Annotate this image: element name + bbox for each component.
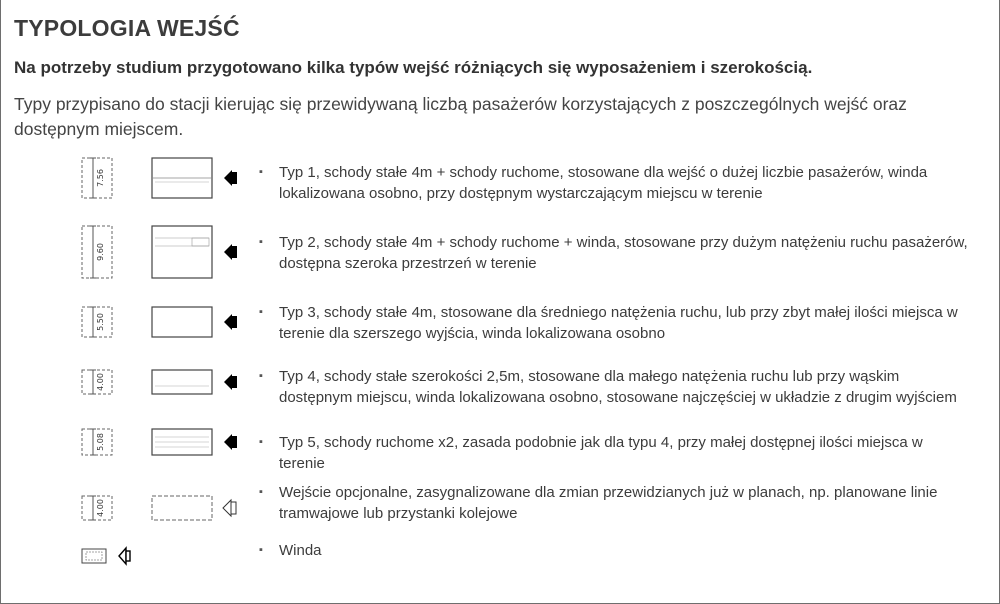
type-label: Typ 1 bbox=[279, 164, 316, 181]
entry-description bbox=[259, 162, 971, 204]
entry-description bbox=[259, 366, 971, 408]
entry-description bbox=[259, 232, 971, 274]
entrance-type-2-symbol bbox=[79, 222, 239, 282]
dimension-label: 9.60 bbox=[96, 243, 105, 261]
optional-entrance-symbol bbox=[79, 488, 239, 528]
bullet-icon: ▪ bbox=[259, 306, 263, 318]
bullet-icon: ▪ bbox=[259, 436, 263, 448]
entrance-arrow-icon bbox=[224, 374, 232, 390]
page-subtitle: Na potrzeby studium przygotowano kilka typów wejść różniących się wyposażeniem i szerokością. bbox=[14, 58, 813, 77]
type-description: , schody ruchome x2, zasada podobnie jak dla typu 4, przy małej dostępnej ilości miejsca w terenie bbox=[279, 434, 923, 472]
page-title: TYPOLOGIA WEJŚĆ bbox=[14, 15, 240, 41]
dimension-label: 4.00 bbox=[96, 499, 105, 517]
bullet-icon: ▪ bbox=[259, 370, 263, 382]
dimension-label: 4.00 bbox=[96, 373, 105, 391]
type-description: , schody stałe 4m, stosowane dla średniego natężenia ruchu, lub przy zbyt małej ilości miejsca w terenie dla szerszego wyjścia, winda lokalizowana osobno bbox=[279, 304, 958, 342]
bullet-icon: ▪ bbox=[259, 236, 263, 248]
bullet-icon: ▪ bbox=[259, 486, 263, 498]
optional-entrance-description: Wejście opcjonalne, zasygnalizowane dla zmian przewidzianych już w planach, np. planowane linie tramwajowe lub przystanki kolejowe bbox=[279, 484, 938, 522]
type-label: Typ 2 bbox=[279, 234, 316, 251]
dimension-label: 7.56 bbox=[96, 169, 105, 187]
entrance-type-4-symbol bbox=[79, 364, 239, 400]
elevator-arrow-icon bbox=[119, 548, 126, 564]
type-description: , schody stałe 4m + schody ruchome, stosowane dla wejść o dużej liczbie pasażerów, winda lokalizowana osobno, przy dostępnym wystarczającym miejscu w terenie bbox=[279, 164, 928, 202]
entrance-arrow-icon bbox=[224, 244, 232, 260]
entry-description bbox=[259, 482, 971, 524]
entrance-type-3-symbol bbox=[79, 302, 239, 342]
type-label: Typ 4 bbox=[279, 368, 316, 385]
elevator-description: Winda bbox=[279, 542, 322, 559]
entrance-arrow-icon bbox=[224, 314, 232, 330]
entry-description bbox=[259, 302, 971, 344]
entrance-arrow-icon bbox=[224, 434, 232, 450]
type-description: , schody stałe 4m + schody ruchome + winda, stosowane przy dużym natężeniu ruchu pasażerów, dostępna szeroka przestrzeń w terenie bbox=[279, 234, 968, 272]
entrance-arrow-icon bbox=[224, 170, 232, 186]
entrance-type-5-symbol bbox=[79, 424, 239, 460]
elevator-symbol bbox=[79, 540, 239, 572]
dimension-label: 5.50 bbox=[96, 313, 105, 331]
bullet-icon: ▪ bbox=[259, 166, 263, 178]
entry-description bbox=[259, 432, 971, 474]
optional-entrance-arrow-icon bbox=[223, 500, 231, 516]
bullet-icon: ▪ bbox=[259, 544, 263, 556]
intro-paragraph: Typy przypisano do stacji kierując się przewidywaną liczbą pasażerów korzystających z poszczególnych wejść oraz dostępnym miejscem. bbox=[14, 94, 907, 139]
entry-description bbox=[259, 540, 971, 561]
type-label: Typ 3 bbox=[279, 304, 316, 321]
type-label: Typ 5 bbox=[279, 434, 316, 451]
type-description: , schody stałe szerokości 2,5m, stosowane dla małego natężenia ruchu lub przy wąskim dostępnym miejscu, winda lokalizowana osobno, stosowane najczęściej w układzie z drugim wyjściem bbox=[279, 368, 957, 406]
dimension-label: 5.08 bbox=[96, 433, 105, 451]
entrance-type-1-symbol bbox=[79, 152, 239, 204]
